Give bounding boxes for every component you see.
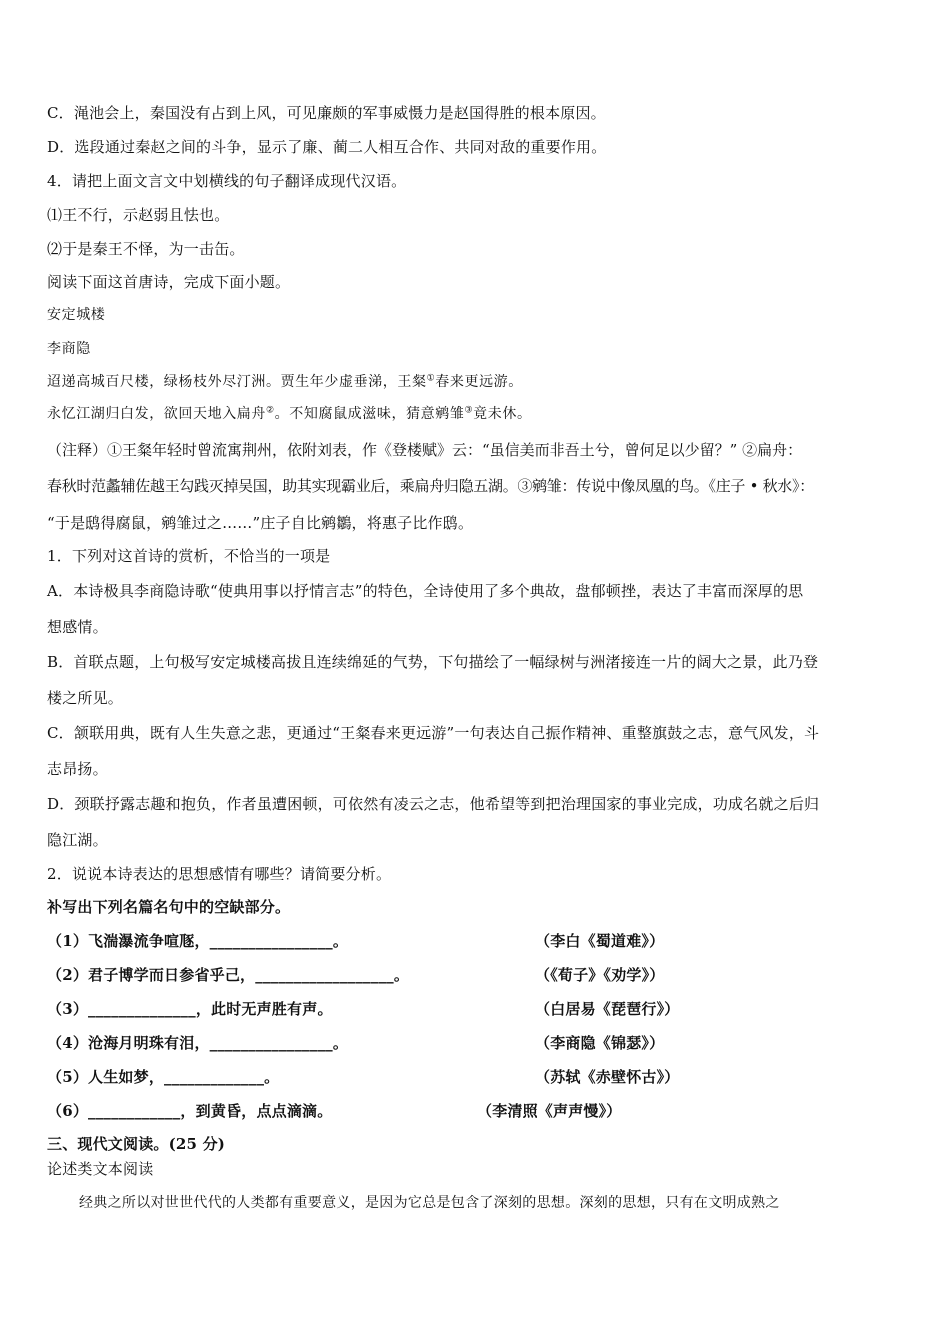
poem-line-1-part-b: 春来更远游。 bbox=[435, 374, 523, 390]
poem-line-2 bbox=[47, 404, 907, 424]
note-marker-3: ③ bbox=[464, 405, 474, 416]
option-b: B．首联点题，上句极写安定城楼高拔且连续绵延的气势，下句描绘了一幅绿树与洲渚接连一片的阔大之景，此乃登 bbox=[47, 653, 819, 671]
option-d: D．颈联抒露志趣和抱负，作者虽遭困顿，可依然有凌云之志，他希望等到把治理国家的事业完成，功成名就之后归 bbox=[47, 795, 820, 813]
option-d-lianpo: D．选段通过秦赵之间的斗争，显示了廉、蔺二人相互合作、共同对敌的重要作用。 bbox=[47, 138, 607, 156]
option-c: C．颔联用典，既有人生失意之悲，更通过“王粲春来更远游”一句表达自己振作精神、重整旗鼓之志，意气风发，斗 bbox=[47, 724, 820, 742]
translate-sentence-2: ⑵于是秦王不怿，为一击缶。 bbox=[47, 240, 245, 258]
fill-blank-instruction: 补写出下列名篇名句中的空缺部分。 bbox=[47, 898, 291, 916]
fill-item-6-source: （李清照《声声慢》） bbox=[477, 1102, 622, 1120]
essay-paragraph: 经典之所以对世世代代的人类都有重要意义，是因为它总是包含了深刻的思想。深刻的思想，只有在文明成熟之 bbox=[79, 1195, 780, 1211]
fill-item-4-source: （李商隐《锦瑟》） bbox=[535, 1034, 665, 1052]
fill-item-3-text: （3）______________，此时无声胜有声。 bbox=[47, 1000, 333, 1018]
poem-author: 李商隐 bbox=[47, 341, 91, 357]
fill-item-5-text: （5）人生如梦，_____________。 bbox=[47, 1068, 280, 1086]
option-a-cont: 想感情。 bbox=[47, 618, 108, 636]
fill-item-5-source: （苏轼《赤壁怀古》） bbox=[535, 1068, 680, 1086]
question-2: 2．说说本诗表达的思想感情有哪些？请简要分析。 bbox=[47, 865, 392, 883]
poem-instruction: 阅读下面这首唐诗，完成下面小题。 bbox=[47, 273, 291, 291]
annotation-line-1: （注释）①王粲年轻时曾流寓荆州，依附刘表，作《登楼赋》云：“虽信美而非吾土兮，曾何足以少留？” ②扁舟： bbox=[47, 441, 803, 459]
fill-item-2-text: （2）君子博学而日参省乎己，__________________。 bbox=[47, 966, 410, 984]
option-c-cont: 志昂扬。 bbox=[47, 760, 108, 778]
fill-item-2-source: （《荀子》《劝学》） bbox=[535, 966, 665, 984]
fill-item-1-source: （李白《蜀道难》） bbox=[535, 932, 665, 950]
poem-line-2-part-c: 竟未休。 bbox=[473, 406, 532, 422]
fill-item-3-source: （白居易《琵琶行》） bbox=[535, 1000, 680, 1018]
annotation-line-2: 春秋时范蠡辅佐越王勾践灭掉吴国，助其实现霸业后，乘扁舟归隐五湖。③鹓雏：传说中像凤凰的鸟。《庄子 • 秋水》： bbox=[47, 477, 814, 495]
note-marker-1: ① bbox=[426, 373, 436, 384]
question-1: 1．下列对这首诗的赏析，不恰当的一项是 bbox=[47, 547, 331, 565]
option-d-cont: 隐江湖。 bbox=[47, 831, 108, 849]
fill-item-4-text: （4）沧海月明珠有泪，________________。 bbox=[47, 1034, 349, 1052]
poem-line-2-part-a: 永忆江湖归白发，欲回天地入扁舟 bbox=[47, 406, 266, 422]
option-c-lianpo: C．渑池会上，秦国没有占到上风，可见廉颇的军事威慑力是赵国得胜的根本原因。 bbox=[47, 104, 606, 122]
question-4: 4．请把上面文言文中划横线的句子翻译成现代汉语。 bbox=[47, 172, 407, 190]
poem-line-2-part-b: 。不知腐鼠成滋味，猜意鹓雏 bbox=[274, 406, 465, 422]
annotation-line-3: “于是鸱得腐鼠，鹓雏过之……”庄子自比鹓鶵，将惠子比作鸱。 bbox=[47, 514, 474, 532]
translate-sentence-1: ⑴王不行，示赵弱且怯也。 bbox=[47, 206, 230, 224]
subsection-heading: 论述类文本阅读 bbox=[47, 1160, 154, 1178]
fill-item-6-text: （6）____________，到黄昏，点点滴滴。 bbox=[47, 1102, 333, 1120]
fill-item-1-text: （1）飞湍瀑流争喧豗，________________。 bbox=[47, 932, 349, 950]
poem-line-1-part-a: 迢递高城百尺楼，绿杨枝外尽汀洲。贾生年少虚垂涕，王粲 bbox=[47, 374, 427, 390]
option-b-cont: 楼之所见。 bbox=[47, 689, 124, 707]
poem-line-1 bbox=[47, 372, 907, 392]
section-3-heading: 三、现代文阅读。(25 分) bbox=[47, 1135, 226, 1153]
note-marker-2: ② bbox=[266, 405, 275, 416]
option-a: A．本诗极具李商隐诗歌“使典用事以抒情言志”的特色，全诗使用了多个典故，盘郁顿挫，表达了丰富而深厚的思 bbox=[47, 582, 804, 600]
poem-title: 安定城楼 bbox=[47, 307, 106, 323]
